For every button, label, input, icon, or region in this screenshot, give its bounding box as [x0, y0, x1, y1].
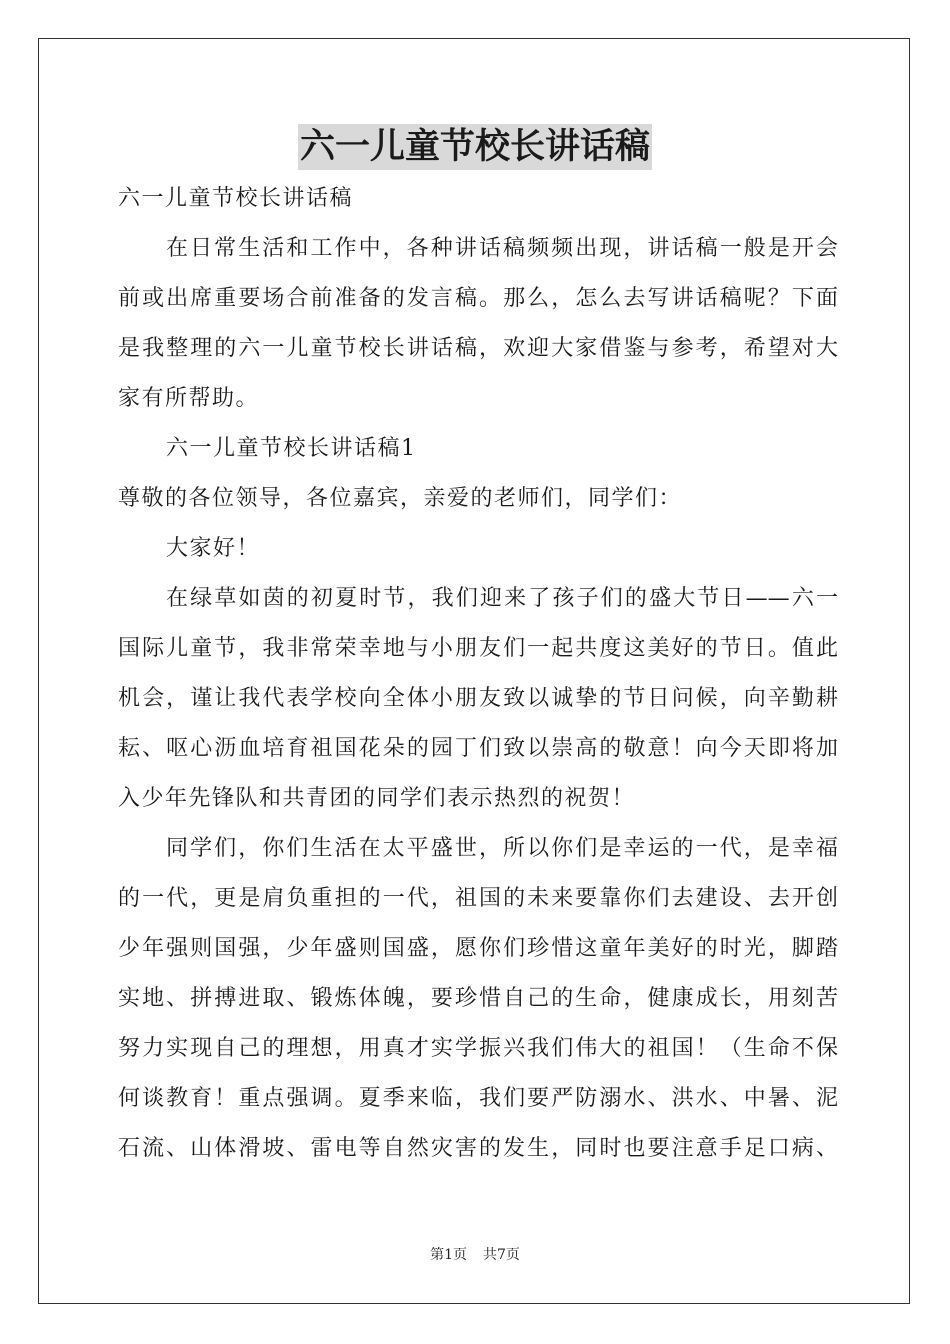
- body-line: [118, 574, 838, 624]
- body-line: [118, 524, 838, 574]
- page-total: 共7页: [483, 1247, 520, 1263]
- body-line: [118, 624, 838, 674]
- body-line: [118, 724, 838, 774]
- section-heading: 六一儿童节校长讲话稿1: [166, 436, 417, 461]
- body-line-text: 少年强则国强，少年盛则国盛，愿你们珍惜这童年美好的时光，脚踏: [118, 936, 838, 961]
- document-title: 六一儿童节校长讲话稿: [298, 124, 652, 170]
- greeting: 大家好！: [166, 536, 261, 561]
- body-line-text: 在绿草如茵的初夏时节，我们迎来了孩子们的盛大节日——六一: [166, 586, 838, 611]
- body-line: [118, 1124, 838, 1174]
- body-line-text: 努力实现自己的理想，用真才实学振兴我们伟大的祖国！（生命不保: [118, 1036, 838, 1061]
- body-line-text: 何谈教育！重点强调。夏季来临，我们要严防溺水、洪水、中暑、泥: [118, 1086, 838, 1111]
- body-line-text: 六一儿童节校长讲话稿: [118, 186, 354, 211]
- body-line: [118, 374, 838, 424]
- body-line: [118, 1024, 838, 1074]
- body-line-text: 在日常生活和工作中，各种讲话稿频频出现，讲话稿一般是开会: [166, 236, 838, 261]
- body-line-text: 是我整理的六一儿童节校长讲话稿，欢迎大家借鉴与参考，希望对大: [118, 336, 838, 361]
- body-line: [118, 324, 838, 374]
- body-line-text: 入少年先锋队和共青团的同学们表示热烈的祝贺！: [118, 786, 636, 811]
- body-line: [118, 474, 838, 524]
- body-line: [118, 424, 838, 474]
- body-line: [118, 674, 838, 724]
- body-line: [118, 174, 838, 224]
- body-line: [118, 824, 838, 874]
- body-line: [118, 924, 838, 974]
- body-line-text: 耘、呕心沥血培育祖国花朵的园丁们致以崇高的敬意！向今天即将加: [118, 736, 838, 761]
- body-line-text: 实地、拼搏进取、锻炼体魄，要珍惜自己的生命，健康成长，用刻苦: [118, 986, 838, 1011]
- page-footer: [0, 1244, 950, 1264]
- body-line-text: 国际儿童节，我非常荣幸地与小朋友们一起共度这美好的节日。值此: [118, 636, 838, 661]
- body-line: [118, 874, 838, 924]
- title-container: [0, 124, 950, 170]
- body-line: [118, 224, 838, 274]
- document-body: [118, 174, 838, 1174]
- page-number: 第1页: [430, 1247, 467, 1263]
- body-line-text: 的一代，更是肩负重担的一代，祖国的未来要靠你们去建设、去开创: [118, 886, 838, 911]
- body-line: [118, 774, 838, 824]
- body-line-text: 同学们，你们生活在太平盛世，所以你们是幸运的一代，是幸福: [166, 836, 838, 861]
- body-line-text: 石流、山体滑坡、雷电等自然灾害的发生，同时也要注意手足口病、: [118, 1136, 838, 1161]
- body-line: [118, 1074, 838, 1124]
- body-line-text: 机会，谨让我代表学校向全体小朋友致以诚挚的节日问候，向辛勤耕: [118, 686, 838, 711]
- body-line-text: 前或出席重要场合前准备的发言稿。那么，怎么去写讲话稿呢？下面: [118, 286, 838, 311]
- salutation: 尊敬的各位领导，各位嘉宾，亲爱的老师们，同学们：: [118, 486, 683, 511]
- body-line-text: 家有所帮助。: [118, 386, 260, 411]
- body-line: [118, 974, 838, 1024]
- body-line: [118, 274, 838, 324]
